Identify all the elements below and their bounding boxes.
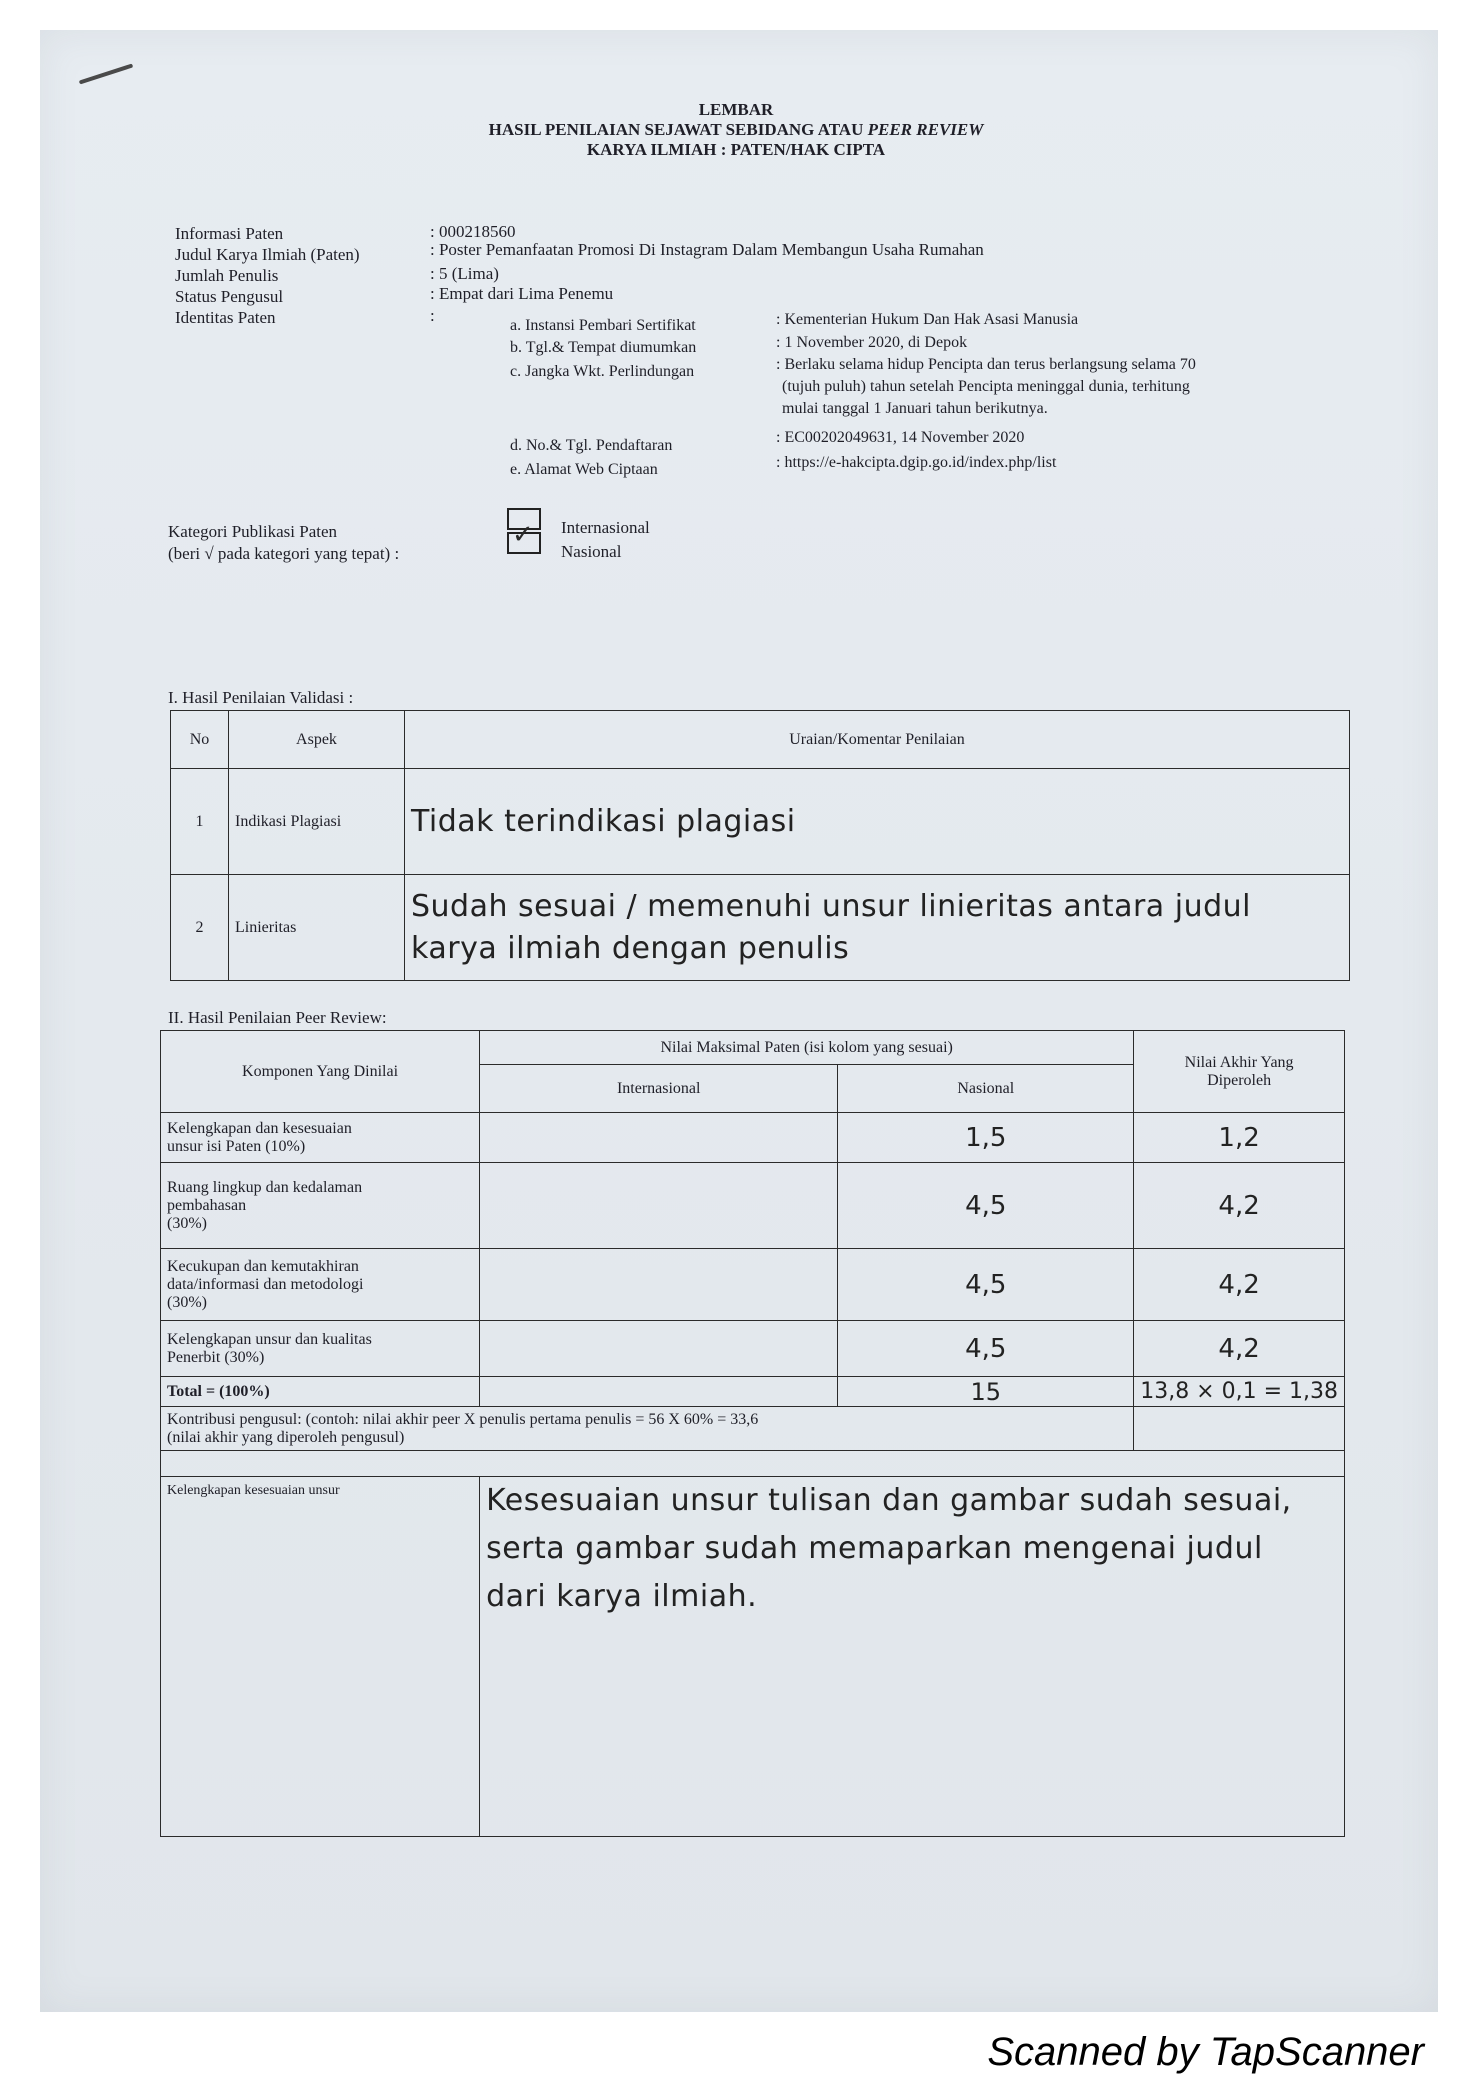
item-b-label: b. Tgl.& Tempat diumumkan [510,339,697,356]
col-internasional: Internasional [480,1065,838,1113]
kelengkapan-label: Kelengkapan kesesuaian unsur [161,1477,480,1837]
total-internasional [480,1377,838,1407]
review-header-row-1 [161,1031,1345,1065]
akhir-cell: 1,2 [1134,1113,1345,1163]
nasional-cell: 4,5 [838,1163,1134,1249]
item-d-value: : EC00202049631, 14 November 2020 [776,429,1025,446]
internasional-cell [480,1321,838,1377]
item-c-label: c. Jangka Wkt. Perlindungan [510,363,695,380]
item-c-value-1: : Berlaku selama hidup Pencipta dan terus berlangsung selama 70 [776,356,1196,373]
col-no: No [171,711,229,769]
total-row [161,1377,1345,1407]
item-e-value: : https://e-hakcipta.dgip.go.id/index.php/list [776,454,1057,471]
internasional-cell [480,1113,838,1163]
identitas-colon: : [430,306,435,325]
item-e-label: e. Alamat Web Ciptaan [510,461,658,478]
peer-review-italic: PEER REVIEW [867,120,984,139]
table-row [161,1113,1345,1163]
header-line-1: LEMBAR [698,100,774,119]
item-c-value-2: (tujuh puluh) tahun setelah Pencipta meninggal dunia, terhitung [782,378,1190,395]
nasional-cell: 1,5 [838,1113,1134,1163]
jumlah-label: Jumlah Penulis [175,266,279,285]
col-uraian: Uraian/Komentar Penilaian [405,711,1350,769]
kontribusi-value [1134,1407,1345,1451]
row-no: 2 [171,875,229,981]
scanner-watermark: Scanned by TapScanner [987,2030,1424,2074]
item-b-value: : 1 November 2020, di Depok [776,334,968,351]
total-label: Total = (100%) [161,1377,480,1407]
document-header [0,100,1472,160]
kategori-label: Kategori Publikasi Paten [168,522,338,541]
kategori-hint: (beri √ pada kategori yang tepat) : [168,544,400,563]
item-a-value: : Kementerian Hukum Dan Hak Asasi Manusia [776,311,1079,328]
nasional-cell: 4,5 [838,1321,1134,1377]
item-c-value-3: mulai tanggal 1 Januari tahun berikutnya. [782,400,1048,417]
row-no: 1 [171,769,229,875]
akhir-cell: 4,2 [1134,1163,1345,1249]
judul-value: : Poster Pemanfaatan Promosi Di Instagram Dalam Membangun Usaha Rumahan [430,240,984,259]
table-row [171,875,1350,981]
col-nasional: Nasional [838,1065,1134,1113]
option-nasional-label: Nasional [561,542,622,561]
row-aspek: Indikasi Plagiasi [229,769,405,875]
col-komponen: Komponen Yang Dinilai [161,1031,480,1113]
kelengkapan-line: serta gambar sudah memaparkan mengenai judul [486,1531,1263,1566]
item-a-label: a. Instansi Pembari Sertifikat [510,317,696,334]
jumlah-value: : 5 (Lima) [430,264,499,283]
table-row [161,1321,1345,1377]
checkmark-icon: ✓ [512,520,534,550]
kontribusi-cell: Kontribusi pengusul: (contoh: nilai akhir peer X penulis pertama penulis = 56 X 60% = 33,6 (nilai akhir yang diperoleh pengusul) [161,1407,1134,1451]
total-akhir: 13,8 × 0,1 = 1,38 [1134,1377,1345,1407]
validasi-header-row [171,711,1350,769]
col-aspek: Aspek [229,711,405,769]
spacer-row [161,1451,1345,1477]
kelengkapan-comment [480,1477,1345,1837]
header-line-2: HASIL PENILAIAN SEJAWAT SEBIDANG ATAU PEER REVIEW [488,120,984,139]
table-row [161,1163,1345,1249]
akhir-cell: 4,2 [1134,1249,1345,1321]
option-internasional-label: Internasional [561,518,650,537]
status-value: : Empat dari Lima Penemu [430,284,614,303]
row-aspek: Linieritas [229,875,405,981]
internasional-cell [480,1249,838,1321]
row-komentar [405,875,1350,981]
kelengkapan-row [161,1477,1345,1837]
status-label: Status Pengusul [175,287,284,306]
peer-review-table [160,1030,1345,1837]
komponen-cell: Ruang lingkup dan kedalaman pembahasan (30%) [161,1163,480,1249]
nasional-cell: 4,5 [838,1249,1134,1321]
identitas-label: Identitas Paten [175,308,276,327]
col-nilai-akhir: Nilai Akhir Yang Diperoleh [1134,1031,1345,1113]
table-row [171,769,1350,875]
internasional-cell [480,1163,838,1249]
validasi-table [170,710,1350,981]
informasi-value: : 000218560 [430,222,516,241]
header-line-3: KARYA ILMIAH : PATEN/HAK CIPTA [586,140,886,159]
item-d-label: d. No.& Tgl. Pendaftaran [510,437,673,454]
col-nilai-maksimal: Nilai Maksimal Paten (isi kolom yang sesuai) [480,1031,1134,1065]
komponen-cell: Kecukupan dan kemutakhiran data/informasi dan metodologi (30%) [161,1249,480,1321]
akhir-cell: 4,2 [1134,1321,1345,1377]
judul-label: Judul Karya Ilmiah (Paten) [175,245,360,264]
spacer-cell [161,1451,1345,1477]
kontribusi-row [161,1407,1345,1451]
table-row [161,1249,1345,1321]
komponen-cell: Kelengkapan unsur dan kualitas Penerbit (30%) [161,1321,480,1377]
komentar-line: Sudah sesuai / memenuhi unsur linieritas antara judul [411,888,1251,924]
informasi-label: Informasi Paten [175,224,284,243]
komponen-cell: Kelengkapan dan kesesuaian unsur isi Paten (10%) [161,1113,480,1163]
kelengkapan-line: Kesesuaian unsur tulisan dan gambar sudah sesuai, [486,1483,1292,1518]
kelengkapan-line: dari karya ilmiah. [486,1579,758,1614]
row-komentar [405,769,1350,875]
komentar-line: Tidak terindikasi plagiasi [411,804,796,839]
total-nasional: 15 [838,1377,1134,1407]
komentar-line: karya ilmiah dengan penulis [411,930,850,966]
